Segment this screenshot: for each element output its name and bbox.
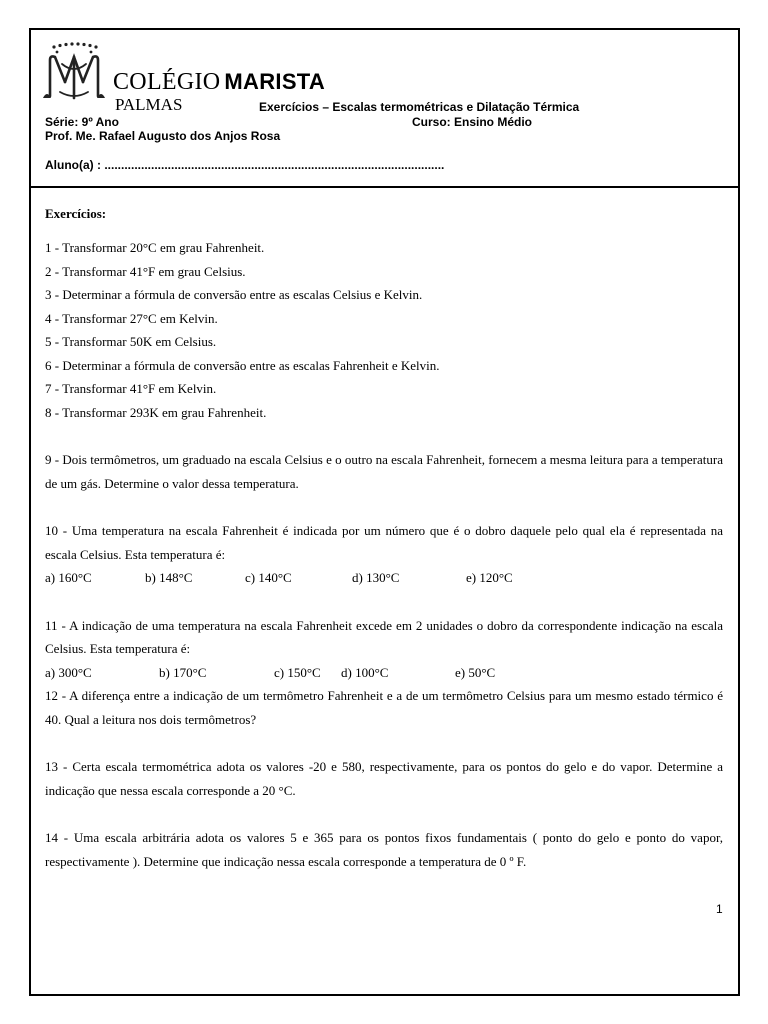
exercise-11-options [45, 661, 723, 685]
option: a) 160°C [45, 570, 92, 585]
exercise-2: 2 - Transformar 41°F em grau Celsius. [45, 263, 246, 279]
option: b) 170°C [159, 664, 207, 680]
document-title: Exercícios – Escalas termométricas e Dilatação Térmica [259, 100, 580, 114]
exercise-3: 3 - Determinar a fórmula de conversão entre as escalas Celsius e Kelvin. [45, 287, 423, 302]
exercise-4: 4 - Transformar 27°C em Kelvin. [45, 310, 218, 326]
exercise-13: 13 - Certa escala termométrica adota os valores -20 e 580, respectivamente, para os pontos do gelo e do vapor. Determine a indicação que nessa escala corresponde a 20 °C. [45, 759, 723, 798]
option: d) 100°C [341, 664, 389, 680]
exercise-9: 9 - Dois termômetros, um graduado na escala Celsius e o outro na escala Fahrenheit, fornecem a mesma leitura para a temperatura de um gás. Determine o valor dessa temperatura. [45, 452, 723, 491]
option: d) 130°C [352, 570, 400, 585]
exercise-12: 12 - A diferença entre a indicação de um termômetro Fahrenheit e a de um termômetro Celsius para um mesmo estado térmico é 40. Qual a leitura nos dois termômetros? [45, 688, 723, 727]
option: e) 120°C [466, 570, 513, 585]
school-name-regular: COLÉGIO [113, 69, 221, 95]
curso-label: Curso: Ensino Médio [412, 115, 532, 129]
professor-label: Prof. Me. Rafael Augusto dos Anjos Rosa [45, 129, 281, 143]
exercise-11: 11 - A indicação de uma temperatura na escala Fahrenheit excede em 2 unidades o dobro da correspondente indicação na escala Celsius. Esta temperatura é: [45, 617, 723, 656]
serie-label: Série: 9º Ano [45, 115, 119, 129]
exercises-heading: Exercícios: [45, 206, 107, 221]
option: c) 140°C [245, 570, 292, 585]
exercise-1: 1 - Transformar 20°C em grau Fahrenheit. [45, 240, 265, 255]
exercise-5: 5 - Transformar 50K em Celsius. [45, 334, 217, 349]
exercise-7: 7 - Transformar 41°F em Kelvin. [45, 381, 217, 396]
header [31, 30, 738, 188]
school-name [113, 69, 325, 96]
exercise-14: 14 - Uma escala arbitrária adota os valores 5 e 365 para os pontos fixos fundamentais ( ponto do gelo e ponto do vapor, respectivamente ). Determine que indicação nessa escala corresponde a temperatura de 0 º F. [45, 830, 723, 869]
page-number: 1 [716, 902, 723, 916]
school-city: PALMAS [115, 95, 183, 114]
exercise-6: 6 - Determinar a fórmula de conversão entre as escalas Fahrenheit e Kelvin. [45, 357, 440, 373]
student-name-line: Aluno(a) : ...................................................................................................... [45, 158, 445, 172]
school-logo [40, 42, 326, 114]
option: c) 150°C [274, 664, 321, 680]
exercise-10-options [45, 566, 723, 590]
exercise-8: 8 - Transformar 293K em grau Fahrenheit. [45, 404, 267, 420]
page-frame [29, 28, 740, 996]
marist-emblem-icon [40, 42, 108, 104]
option: e) 50°C [455, 664, 496, 680]
school-name-bold: MARISTA [224, 69, 326, 94]
exercise-10: 10 - Uma temperatura na escala Fahrenheit é indicada por um número que é o dobro daquele pelo qual ela é representada na escala Celsius. Esta temperatura é: [45, 523, 723, 562]
exercise-content [45, 196, 723, 873]
option: a) 300°C [45, 664, 92, 680]
option: b) 148°C [145, 570, 193, 585]
